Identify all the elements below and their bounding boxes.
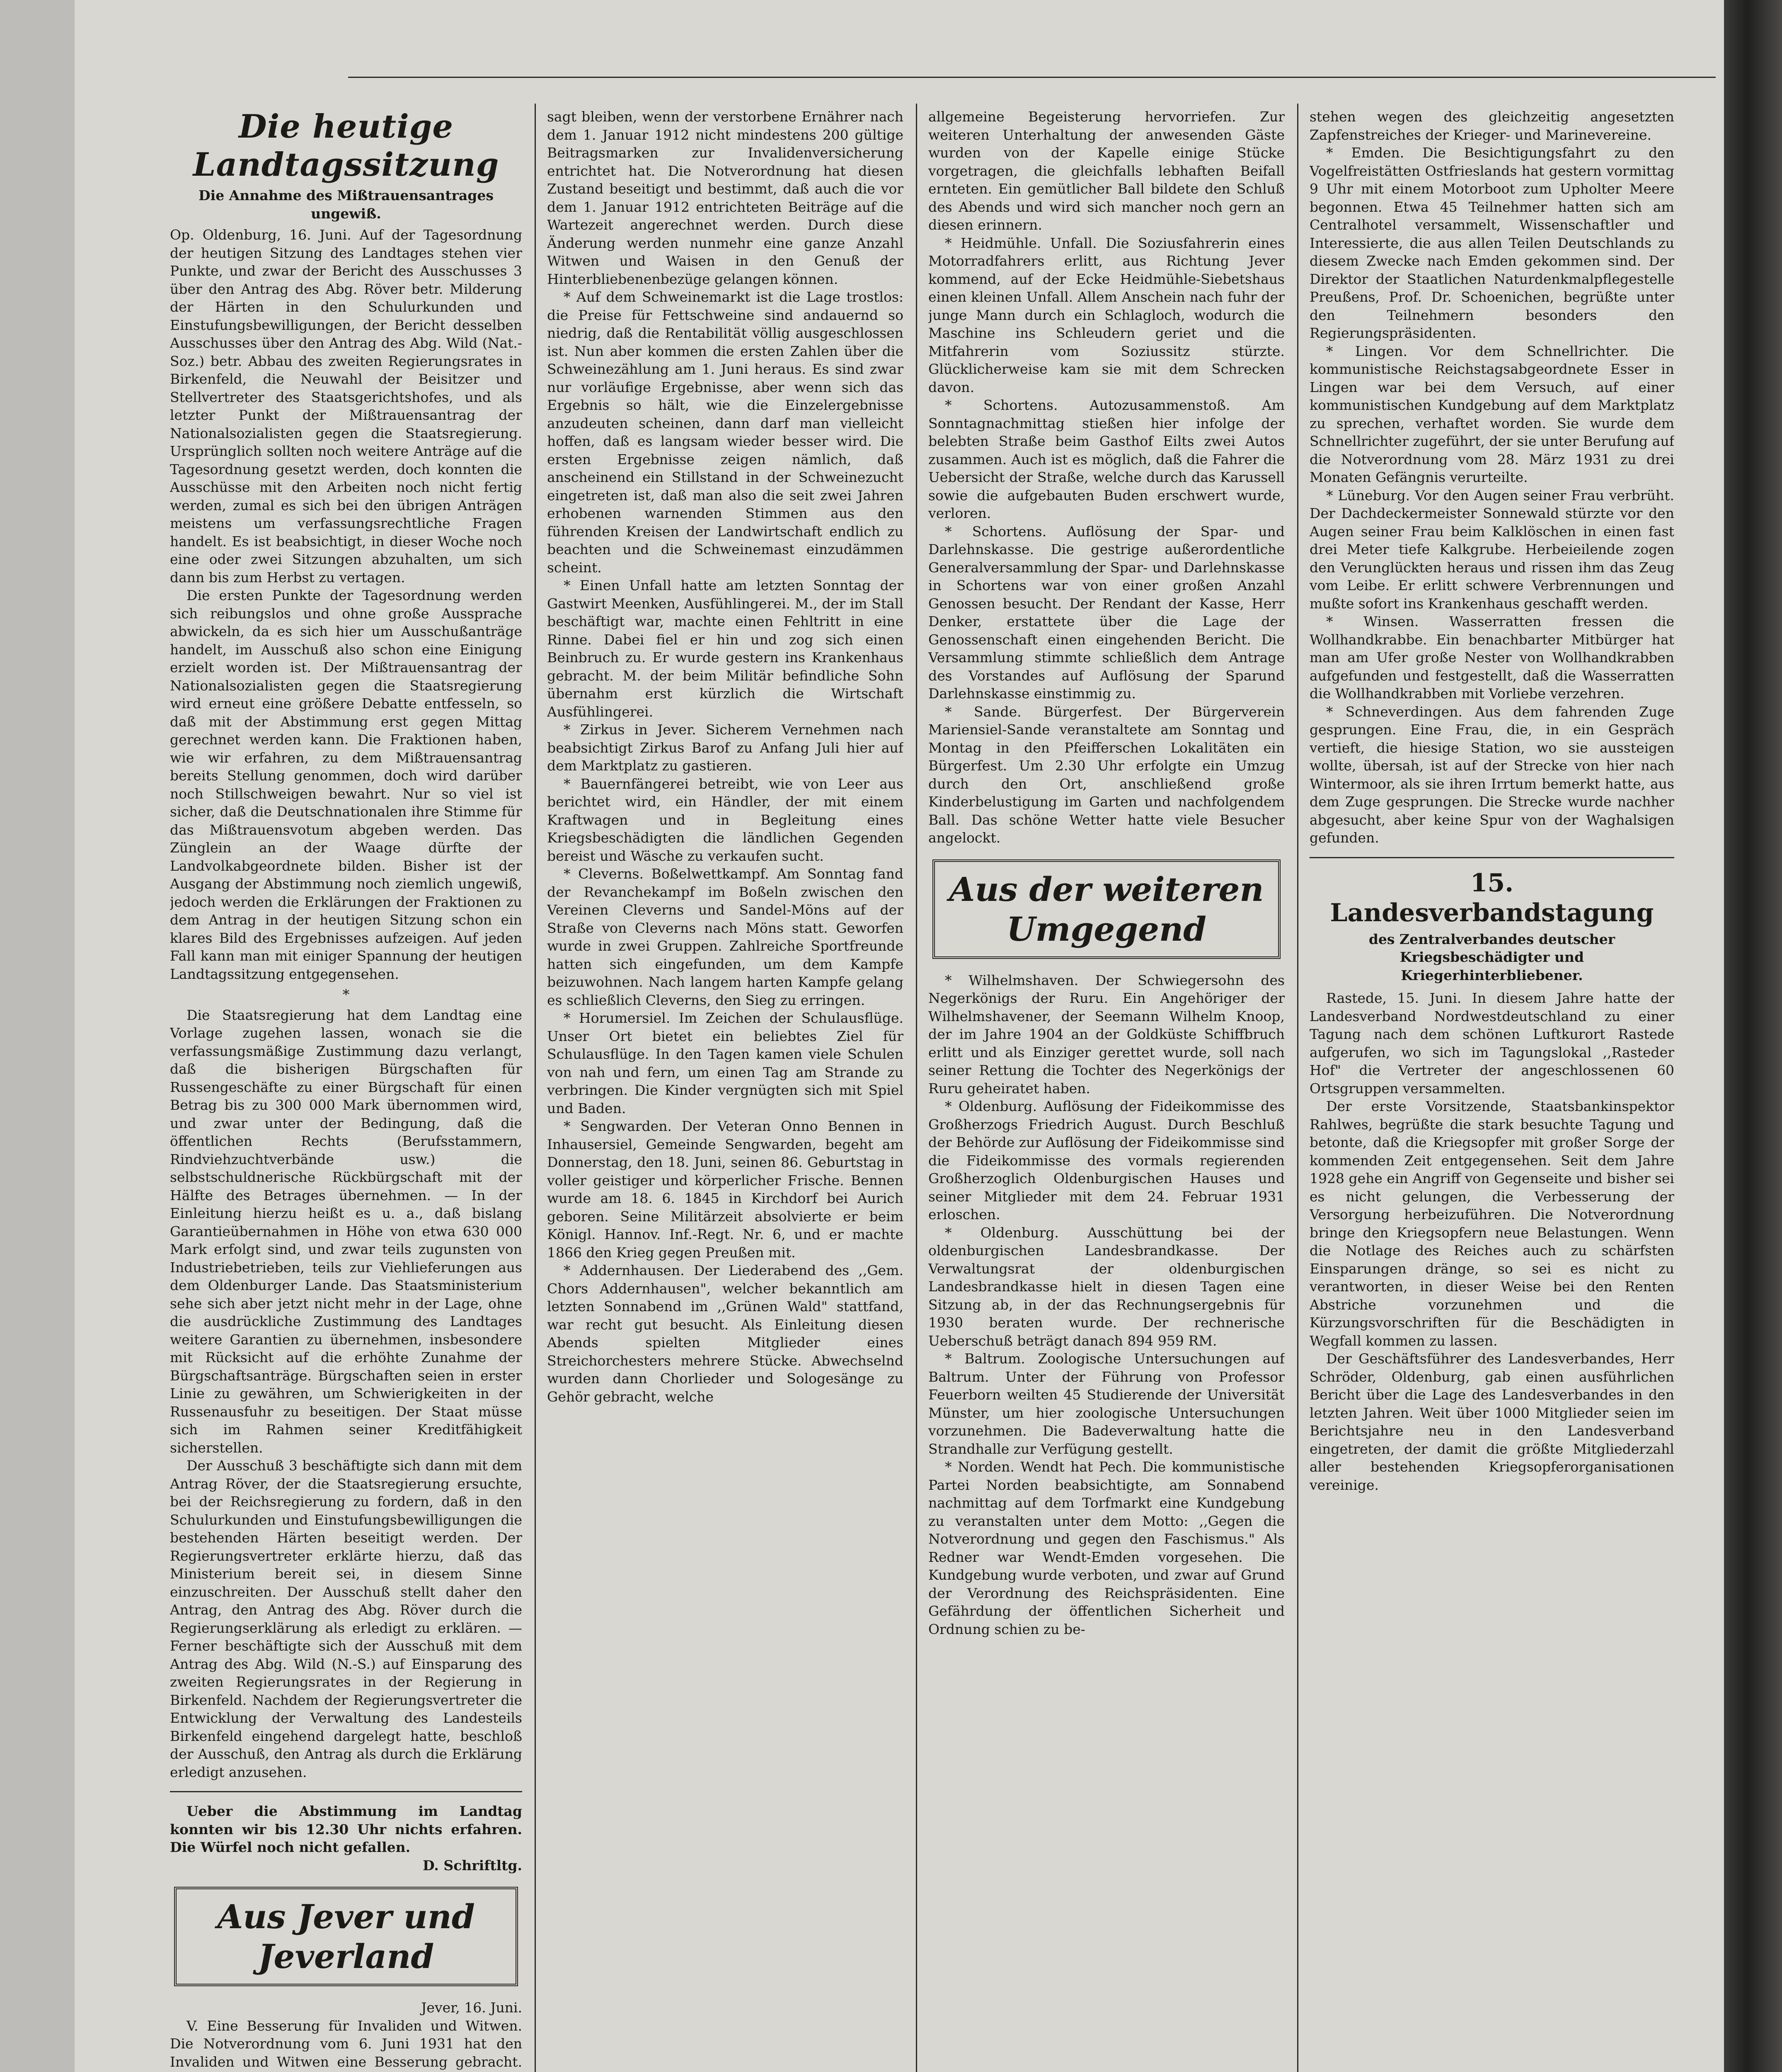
article-paragraph: * Sengwarden. Der Veteran Onno Bennen in Inhausersiel, Gemeinde Sengwarden, begeht am Donnerstag, den 18. Juni, seinen 86. Geburtstag in voller geistiger und körperlicher Frische. Bennen wurde am 18. 6. 1845 in Kirchdorf bei Aurich geboren. Seine Militärzeit absolvierte er beim Königl. Hannov. Inf.-Regt. Nr. 6, und er machte 1866 den Krieg gegen Preußen mit. — [547, 1118, 903, 1261]
signature: D. Schriftltg. — [422, 1857, 522, 1874]
scan-edge-strip — [1724, 0, 1782, 2072]
article-paragraph: * Wilhelmshaven. Der Schwiegersohn des Negerkönigs der Ruru. Ein Angehöriger der Wilhelmshavener, der Seemann Wilhelm Knoop, der im Jahre 1904 an der Goldküste Schiffbruch erlitt und als Einziger gerettet wurde, soll nach seiner Rettung die Tochter des Negerkönigs der Ruru geheiratet haben. — [928, 972, 1285, 1097]
dateline: Jever, 16. Juni. — [421, 1999, 522, 2016]
divider — [1310, 857, 1674, 858]
article-paragraph: * Zirkus in Jever. Sicherem Vernehmen nach beabsichtigt Zirkus Barof zu Anfang Juli hier auf dem Marktplatz zu gastieren. — [547, 721, 903, 774]
article-paragraph: * Oldenburg. Auflösung der Fideikommisse des Großherzogs Friedrich August. Durch Beschluß der Behörde zur Auflösung der Fideikommisse sind die Fideikommisse des vormals regierenden Großherzoglich Oldenburgischen Hauses und seiner Mitglieder mit dem 24. Februar 1931 erloschen. — [928, 1098, 1285, 1222]
article-paragraph: * Emden. Die Besichtigungsfahrt zu den Vogelfreistätten Ostfrieslands hat gestern vormittag 9 Uhr mit einem Motorboot zum Upholter Meere begonnen. Etwa 45 Teilnehmer hatten sich am Centralhotel versammelt, Wissenschaftler und Interessierte, die aus allen Teilen Deutschlands zu diesem Zwecke nach Emden gekommen sind. Der Direktor der Staatlichen Naturdenkmalpflegestelle Preußens, Prof. Dr. Schoenichen, begrüßte unter den Teilnehmern besonders den Regierungspräsidenten. — [1310, 145, 1674, 341]
article-paragraph: * Lüneburg. Vor den Augen seiner Frau verbrüht. Der Dachdeckermeister Sonnewald stürzte vor den Augen seiner Frau beim Kalklöschen in einen fast drei Meter tiefe Kalkgrube. Herbeieilende zogen den Verunglückten heraus und rissen ihm das Zeug vom Leibe. Er erlitt schwere Verbrennungen und mußte sofort ins Krankenhaus geschafft werden. — [1310, 487, 1674, 612]
article-paragraph: V. Eine Besserung für Invaliden und Witwen. Die Notverordnung vom 6. Juni 1931 hat den Invaliden und Witwen eine Besserung gebracht. — [170, 2017, 522, 2070]
closing-note: Ueber die Abstimmung im Landtag konnten wir bis 12.30 Uhr nichts erfahren. Die Würfel noch nicht gefallen. — [170, 1803, 522, 1855]
article-paragraph: Rastede, 15. Juni. In diesem Jahre hatte der Landesverband Nordwestdeutschland zu einer Tagung nach dem schönen Luftkurort Rastede aufgerufen, wo sich im Tagungslokal ,,Rasteder Hof" die Vertreter der angeschlossenen 60 Ortsgruppen versammelten. — [1310, 990, 1674, 1097]
article-paragraph: * Schortens. Auflösung der Spar- und Darlehnskasse. Die gestrige außerordentliche Generalversammlung der Spar- und Darlehnskasse in Schortens war von einer großen Anzahl Genossen besucht. Der Rendant der Kasse, Herr Denker, erstattete über die Lage der Genossenschaft einen eingehenden Bericht. Die Versammlung stimmte schließlich dem Antrage des Vorstandes auf Auflösung der Sparund Darlehnskasse einstimmig zu. — [928, 523, 1285, 702]
article-paragraph: * Oldenburg. Ausschüttung bei der oldenburgischen Landesbrandkasse. Der Verwaltungsrat der oldenburgischen Landesbrandkasse hielt in diesen Tagen eine Sitzung ab, in der das Rechnungsergebnis für 1930 beraten wurde. Der rechnerische Ueberschuß beträgt danach 894 959 RM. — [928, 1224, 1285, 1349]
article-paragraph: * Winsen. Wasserratten fressen die Wollhandkrabbe. Ein benachbarter Mitbürger hat man am Ufer große Nester von Wollhandkrabben aufgefunden und festgestellt, daß die Wasserratten die Wollhandkrabben mit Vorliebe verzehren. — [1310, 613, 1674, 702]
article-paragraph: Die Staatsregierung hat dem Landtag eine Vorlage zugehen lassen, wonach sie die verfassungsmäßige Zustimmung dazu verlangt, daß die bisherigen Bürgschaften für Russengeschäfte zu einer Bürgschaft für einen Betrag bis zu 300 000 Mark übernommen wird, und zwar unter der Bedingung, daß die öffentlichen Rechts (Berufsstammern, Rindviehzuchtverbände usw.) die selbstschuldnerische Rückbürgschaft mit der Hälfte des Betrages übernehmen. — In der Einleitung hierzu heißt es u. a., daß bislang Garantieübernahmen in Höhe von etwa 630 000 Mark erfolgt sind, und zwar teils zugunsten von Industriebetrieben, teils zur Viehlieferungen aus dem Oldenburger Lande. Das Staatsministerium sehe sich aber jetzt nicht mehr in der Lage, ohne die ausdrückliche Zustimmung des Landtages weitere Garantien zu übernehmen, insbesondere mit Rücksicht auf die erhöhte Zunahme der Bürgschaftsanträge. Bürgschaften seien in erster Linie zu gewähren, um Schwierigkeiten in der Russenausfuhr zu beseitigen. Der Staat müsse sich im Rahmen seiner Kreditfähigkeit sicherstellen. — [170, 1007, 522, 1456]
column-1 — [170, 108, 522, 2072]
article-paragraph: * Schortens. Autozusammenstoß. Am Sonntagnachmittag stießen hier infolge der belebten Straße beim Gasthof Eilts zwei Autos zusammen. Auch ist es möglich, daß die Fahrer die Uebersicht der Straße, welche durch das Karussell sowie die aufgebauten Buden erschwert wurde, verloren. — [928, 397, 1285, 521]
article-paragraph: * Heidmühle. Unfall. Die Soziusfahrerin eines Motorradfahrers erlitt, aus Richtung Jever kommend, auf der Ecke Heidmühle-Siebetshaus einen kleinen Unfall. Allem Anschein nach fuhr der junge Mann durch ein Schlagloch, wodurch die Maschine ins Schleudern geriet und die Mitfahrerin vom Soziussitz stürzte. Glücklicherweise kam sie mit dem Schrecken davon. — [928, 235, 1285, 395]
column-4 — [1310, 108, 1674, 2072]
article-paragraph: sagt bleiben, wenn der verstorbene Ernährer nach dem 1. Januar 1912 nicht mindestens 200 gültige Beitragsmarken zur Invalidenversicherung entrichtet hat. Die Notverordnung hat diesen Zustand beseitigt und bestimmt, daß auch die vor dem 1. Januar 1912 entrichteten Beiträge auf die Wartezeit angerechnet werden. Durch diese Änderung werden nunmehr eine ganze Anzahl Witwen und Waisen in den Genuß der Hinterbliebenenbezüge gelangen können. — [547, 109, 903, 287]
article-paragraph: Der Ausschuß 3 beschäftigte sich dann mit dem Antrag Röver, der die Staatsregierung ersuchte, bei der Reichsregierung zu fordern, daß in den Schulurkunden und Einstufungsbewilligungen die bestehenden Härten beseitigt werden. Der Regierungsvertreter erklärte hierzu, daß das Ministerium bereit sei, in diesem Sinne einzuschreiten. Der Ausschuß stellt daher den Antrag, den Antrag des Abg. Röver durch die Regierungserklärung als erledigt zu erklären. — Ferner beschäftigte sich der Ausschuß mit dem Antrag des Abg. Wild (N.-S.) auf Einsparung des zweiten Regierungsrates in der Regierung in Birkenfeld. Nachdem der Regierungsvertreter die Entwicklung der Verwaltung des Landesteils Birkenfeld eingehend dargelegt hatte, beschloß der Ausschuß, den Antrag als durch die Erklärung erledigt anzusehen. — [170, 1457, 522, 1780]
article-paragraph: allgemeine Begeisterung hervorriefen. Zur weiteren Unterhaltung der anwesenden Gäste wurden von der Kapelle einige Stücke vorgetragen, die gleichfalls lebhaften Beifall ernteten. Ein gemütlicher Ball bildete den Schluß des Abends und wird sich mancher noch gern an diesen erinnern. — [928, 109, 1285, 233]
section-box-umgegend: Aus der weiteren Umgegend — [932, 859, 1281, 959]
article-paragraph: * Baltrum. Zoologische Untersuchungen auf Baltrum. Unter der Führung von Professor Feuerborn weilten 45 Studierende der Universität Münster, um hier zoologische Untersuchungen vorzunehmen. Die Badeverwaltung hatte die Strandhalle zur Verfügung gestellt. — [928, 1351, 1285, 1457]
article-paragraph: * Addernhausen. Der Liederabend des ,,Gem. Chors Addernhausen", welcher bekanntlich am letzten Sonnabend im ,,Grünen Wald" stattfand, war recht gut besucht. Als Einleitung diesen Abends spielten Mitglieder eines Streichorchesters mehrere Stücke. Abwechselnd wurden dann Chorlieder und Sologesänge zu Gehör gebracht, welche — [547, 1262, 903, 1405]
article-paragraph: * Schneverdingen. Aus dem fahrenden Zuge gesprungen. Eine Frau, die, in ein Gespräch vertieft, die hiesige Station, wo sie aussteigen wollte, übersah, ist auf der Strecke von hier nach Wintermoor, als sie ihren Irrtum bemerkt hatte, aus dem Zuge gesprungen. Die Strecke wurde nachher abgesucht, aber keine Spur von der Waghalsigen gefunden. — [1310, 703, 1674, 846]
section-title: 15. Landesverbandstagung — [1330, 868, 1654, 927]
article-paragraph: * Lingen. Vor dem Schnellrichter. Die kommunistische Reichstagsabgeordnete Esser in Lingen war bei dem Versuch, auf einer kommunistischen Kundgebung auf dem Marktplatz zu sprechen, verhaftet worden. Sie wurde dem Schnellrichter zugeführt, der sie unter Berufung auf die Notverordnung vom 28. März 1931 zu drei Monaten Gefängnis verurteilte. — [1310, 343, 1674, 485]
section-box-jever: Aus Jever und Jeverland — [174, 1887, 518, 1986]
article-paragraph: * Horumersiel. Im Zeichen der Schulausflüge. Unser Ort bietet ein beliebtes Ziel für Schulausflüge. In den Tagen kamen viele Schulen von nah und fern, um einen Tag am Strande zu verbringen. Die Kinder vergnügten sich mit Spiel und Baden. — [547, 1010, 903, 1116]
article-paragraph: * Auf dem Schweinemarkt ist die Lage trostlos: die Preise für Fettschweine sind andauernd so niedrig, daß die Rentabilität völlig ausgeschlossen ist. Nun aber kommen die ersten Zahlen über die Schweinezählung am 1. Juni heraus. Es sind zwar nur vorläufige Ergebnisse, aber wenn sich das Ergebnis so hält, wie die Einzelergebnisse anzudeuten scheinen, dann darf man vielleicht hoffen, daß es langsam wieder besser wird. Die ersten Ergebnisse zeigen nämlich, daß anscheinend ein Stillstand in der Schweinezucht eingetreten ist, daß man also die seit zwei Jahren erhobenen warnenden Stimmen aus den führenden Kreisen der Landwirtschaft endlich zu beachten und die Schweinemast einzudämmen scheint. — [547, 289, 903, 576]
separator-star: * — [342, 986, 350, 1002]
section-subtitle: des Zentralverbandes deutscher Kriegsbeschädigter und Kriegerhinterbliebener. — [1368, 931, 1615, 983]
headline: Die heutige Landtagssitzung — [193, 108, 499, 184]
column-rule — [1297, 104, 1298, 2072]
article-paragraph: * Norden. Wendt hat Pech. Die kommunistische Partei Norden beabsichtigte, am Sonnabend nachmittag auf dem Torfmarkt eine Kundgebung zu veranstalten unter dem Motto: ,,Gegen die Notverordnung und gegen den Faschismus." Als Redner war Wendt-Emden vorgesehen. Die Kundgebung wurde verboten, und zwar auf Grund der Verordnung des Reichspräsidenten. Eine Gefährdung der öffentlichen Sicherheit und Ordnung schien zu be- — [928, 1459, 1285, 1637]
divider — [170, 1791, 522, 1792]
column-2 — [547, 108, 903, 2072]
subheadline: Die Annahme des Mißtrauensantrages ungewiß. — [199, 187, 494, 222]
column-3 — [928, 108, 1285, 2072]
article-paragraph: * Sande. Bürgerfest. Der Bürgerverein Mariensiel-Sande veranstaltete am Sonntag und Montag in den Pfeifferschen Lokalitäten ein Bürgerfest. Um 2.30 Uhr erfolgte ein Umzug durch den Ort, anschließend große Kinderbelustigung im Garten und nachfolgendem Ball. Das schöne Wetter hatte viele Besucher angelockt. — [928, 703, 1285, 846]
article-paragraph: Die ersten Punkte der Tagesordnung werden sich reibungslos und ohne große Aussprache abwickeln, da es sich hier um Ausschußanträge handelt, im Ausschuß also schon eine Einigung erzielt worden ist. Der Mißtrauensantrag der Nationalsozialisten gegen die Staatsregierung wird erneut eine größere Debatte entfesseln, so daß mit der Abstimmung erst gegen Mittag gerechnet werden kann. Die Fraktionen haben, wie wir erfahren, zu dem Mißtrauensantrag bereits Stellung genommen, doch wird darüber noch Stillschweigen bewahrt. Nur so viel ist sicher, daß die Deutschnationalen ihre Stimme für das Mißtrauensvotum abgeben werden. Das Zünglein an der Waage dürfte der Landvolkabgeordnete bilden. Bisher ist der Ausgang der Abstimmung noch ziemlich ungewiß, jedoch werden die Erklärungen der Fraktionen zu dem Antrag in der heutigen Sitzung schon ein klares Bild des Ergebnisses aufzeigen. Auf jeden Fall kann man mit einiger Spannung der heutigen Landtagssitzung entgegensehen. — [170, 587, 522, 982]
article-paragraph: Der erste Vorsitzende, Staatsbankinspektor Rahlwes, begrüßte die stark besuchte Tagung und betonte, daß die Kriegsopfer mit großer Sorge der kommenden Zeit entgegensehen. Seit dem Jahre 1928 gehe ein Angriff von Gegenseite und bisher sei es nicht gelungen, die Verbesserung der Versorgung herbeizuführen. Die Notverordnung bringe den Kriegsopfern neue Belastungen. Wenn die Notlage des Reiches auch zu schärfsten Einsparungen dränge, so sei es nicht zu verantworten, in dieser Weise bei den Renten Abstriche vorzunehmen und die Kürzungsvorschriften für die Beschädigten in Wegfall kommen zu lassen. — [1310, 1098, 1674, 1349]
article-paragraph: * Cleverns. Boßelwettkampf. Am Sonntag fand der Revanchekampf im Boßeln zwischen den Vereinen Cleverns und Sandel-Möns auf der Straße von Cleverns nach Möns statt. Geworfen wurde in zwei Gruppen. Zahlreiche Sportfreunde hatten sich eingefunden, um dem Kampfe beizuwohnen. Nach langem harten Kampfe gelang es schließlich Cleverns, den Sieg zu erringen. — [547, 866, 903, 1008]
column-rule — [916, 104, 917, 2072]
article-paragraph: * Bauernfängerei betreibt, wie von Leer aus berichtet wird, ein Händler, der mit einem Kraftwagen und in Begleitung eines Kriegsbeschädigten die ländlichen Gegenden bereist und Wäsche zu verkaufen sucht. — [547, 775, 903, 864]
top-rule — [348, 77, 1716, 78]
article-paragraph: Der Geschäftsführer des Landesverbandes, Herr Schröder, Oldenburg, gab einen ausführlichen Bericht über die Lage des Landesverbandes in den letzten Jahren. Weit über 1000 Mitglieder seien im Berichtsjahre neu in den Landesverband eingetreten, der damit die größte Mitgliederzahl aller bestehenden Kriegsopferorganisationen vereinige. — [1310, 1351, 1674, 1493]
newspaper-page — [75, 0, 1724, 2072]
article-paragraph: Op. Oldenburg, 16. Juni. Auf der Tagesordnung der heutigen Sitzung des Landtages stehen vier Punkte, und zwar der Bericht des Ausschusses 3 über den Antrag des Abg. Röver betr. Milderung der Härten in den Schulurkunden und Einstufungsbewilligungen, der Bericht desselben Ausschusses über den Antrag des Abg. Wild (Nat.-Soz.) betr. Abbau des zweiten Regierungsrates in Birkenfeld, die Neuwahl der Beisitzer und Stellvertreter des Staatsgerichtshofes, und als letzter Punkt der Mißtrauensantrag der Nationalsozialisten gegen die Staatsregierung. Ursprünglich sollten noch weitere Anträge auf die Tagesordnung gesetzt werden, doch konnten die Ausschüsse mit den Arbeiten noch nicht fertig werden, zumal es sich bei den übrigen Anträgen meistens um verfassungsrechtliche Fragen handelt. Es ist beabsichtigt, in dieser Woche noch eine oder zwei Sitzungen abzuhalten, um sich dann bis zum Herbst zu vertagen. — [170, 227, 522, 586]
article-paragraph: stehen wegen des gleichzeitig angesetzten Zapfenstreiches der Krieger- und Marinevereine. — [1310, 109, 1674, 143]
article-paragraph: * Einen Unfall hatte am letzten Sonntag der Gastwirt Meenken, Ausfühlingerei. M., der im Stall beschäftigt war, machte einen Fehltritt in eine Rinne. Dabei fiel er hin und zog sich einen Beinbruch zu. Er wurde gestern ins Krankenhaus gebracht. M. der beim Militär befindliche Sohn übernahm erst kürzlich die Wirtschaft Ausfühlingerei. — [547, 577, 903, 720]
column-rule — [535, 104, 536, 2072]
